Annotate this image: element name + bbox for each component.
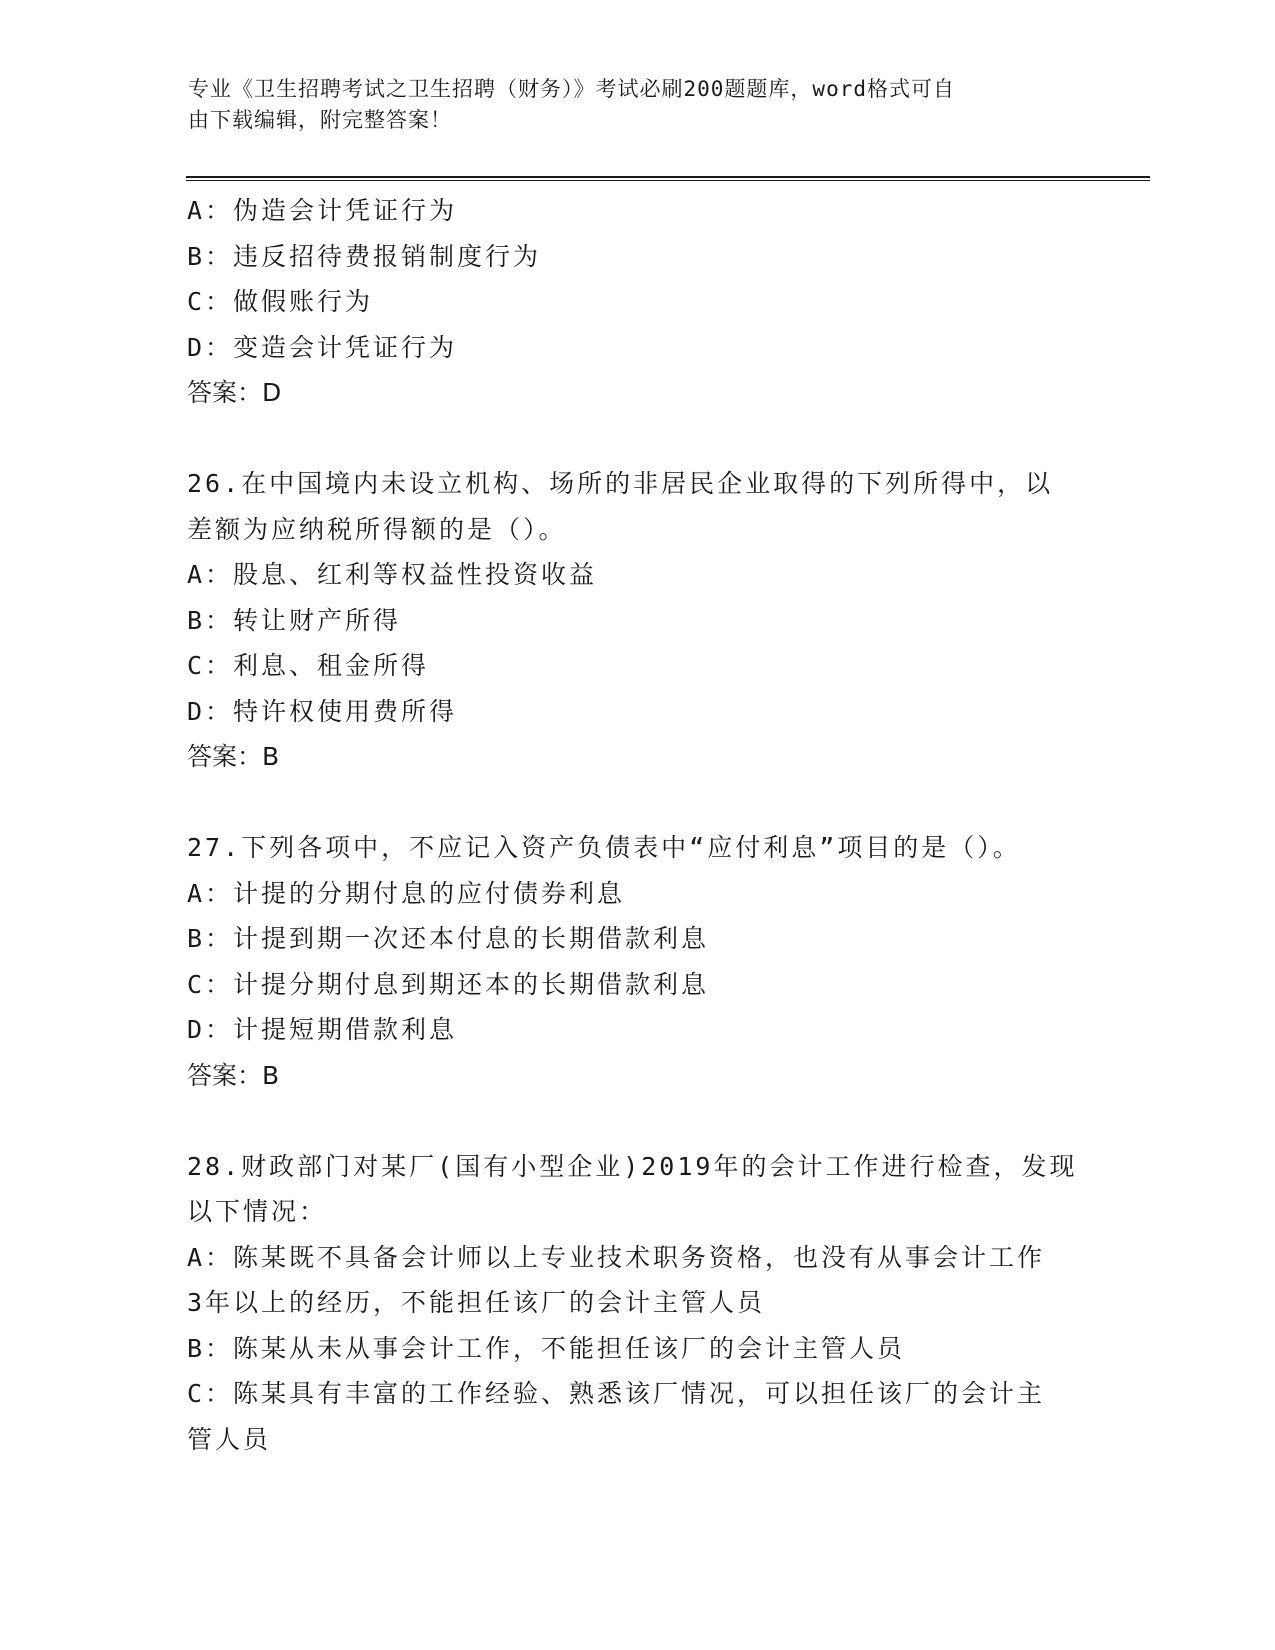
option-b: B：陈某从未从事会计工作，不能担任该厂的会计主管人员 <box>187 1333 906 1363</box>
spacer <box>187 416 1087 462</box>
header-divider <box>186 176 1150 181</box>
question-28 <box>187 1144 1087 1463</box>
answer: 答案：D <box>187 378 282 407</box>
answer: 答案：B <box>187 1060 280 1090</box>
option-a-line-1: A：陈某既不具备会计师以上专业技术职务资格，也没有从事会计工作 <box>187 1242 1046 1272</box>
question-25 <box>187 188 1087 416</box>
answer: 答案：B <box>187 742 280 771</box>
question-stem-line-1: 28.财政部门对某厂(国有小型企业)2019年的会计工作进行检查，发现 <box>187 1151 1078 1181</box>
option-c-line-1: C：陈某具有丰富的工作经验、熟悉该厂情况，可以担任该厂的会计主 <box>187 1379 1046 1408</box>
option-c: C：做假账行为 <box>187 287 374 316</box>
option-c-line-2: 管人员 <box>187 1424 272 1454</box>
option-a: A：伪造会计凭证行为 <box>187 196 458 225</box>
question-27 <box>187 825 1087 1098</box>
document-header <box>188 74 1088 136</box>
option-d: D：变造会计凭证行为 <box>187 332 458 362</box>
option-b: B：违反招待费报销制度行为 <box>187 241 542 271</box>
question-stem-line-1: 27.下列各项中，不应记入资产负债表中“应付利息”项目的是（）。 <box>187 833 1021 862</box>
option-a: A：计提的分期付息的应付债券利息 <box>187 878 626 908</box>
spacer <box>187 780 1087 826</box>
header-line-1: 专业《卫生招聘考试之卫生招聘（财务）》考试必刷200题题库，word格式可自 <box>188 77 955 101</box>
spacer <box>187 1098 1087 1144</box>
question-list <box>187 188 1087 1462</box>
question-26 <box>187 461 1087 780</box>
option-c: C：利息、租金所得 <box>187 651 430 680</box>
option-b: B：计提到期一次还本付息的长期借款利息 <box>187 924 710 953</box>
option-b: B：转让财产所得 <box>187 605 402 635</box>
header-line-2: 由下载编辑，附完整答案！ <box>188 108 452 132</box>
option-c: C：计提分期付息到期还本的长期借款利息 <box>187 969 710 999</box>
option-d: D：计提短期借款利息 <box>187 1015 458 1044</box>
option-a: A：股息、红利等权益性投资收益 <box>187 560 598 589</box>
question-stem-line-1: 26.在中国境内未设立机构、场所的非居民企业取得的下列所得中，以 <box>187 469 1054 498</box>
option-d: D：特许权使用费所得 <box>187 696 458 726</box>
question-stem-line-2: 差额为应纳税所得额的是（）。 <box>187 514 567 544</box>
option-a-line-2: 3年以上的经历，不能担任该厂的会计主管人员 <box>187 1288 766 1317</box>
question-stem-line-2: 以下情况： <box>187 1197 328 1226</box>
